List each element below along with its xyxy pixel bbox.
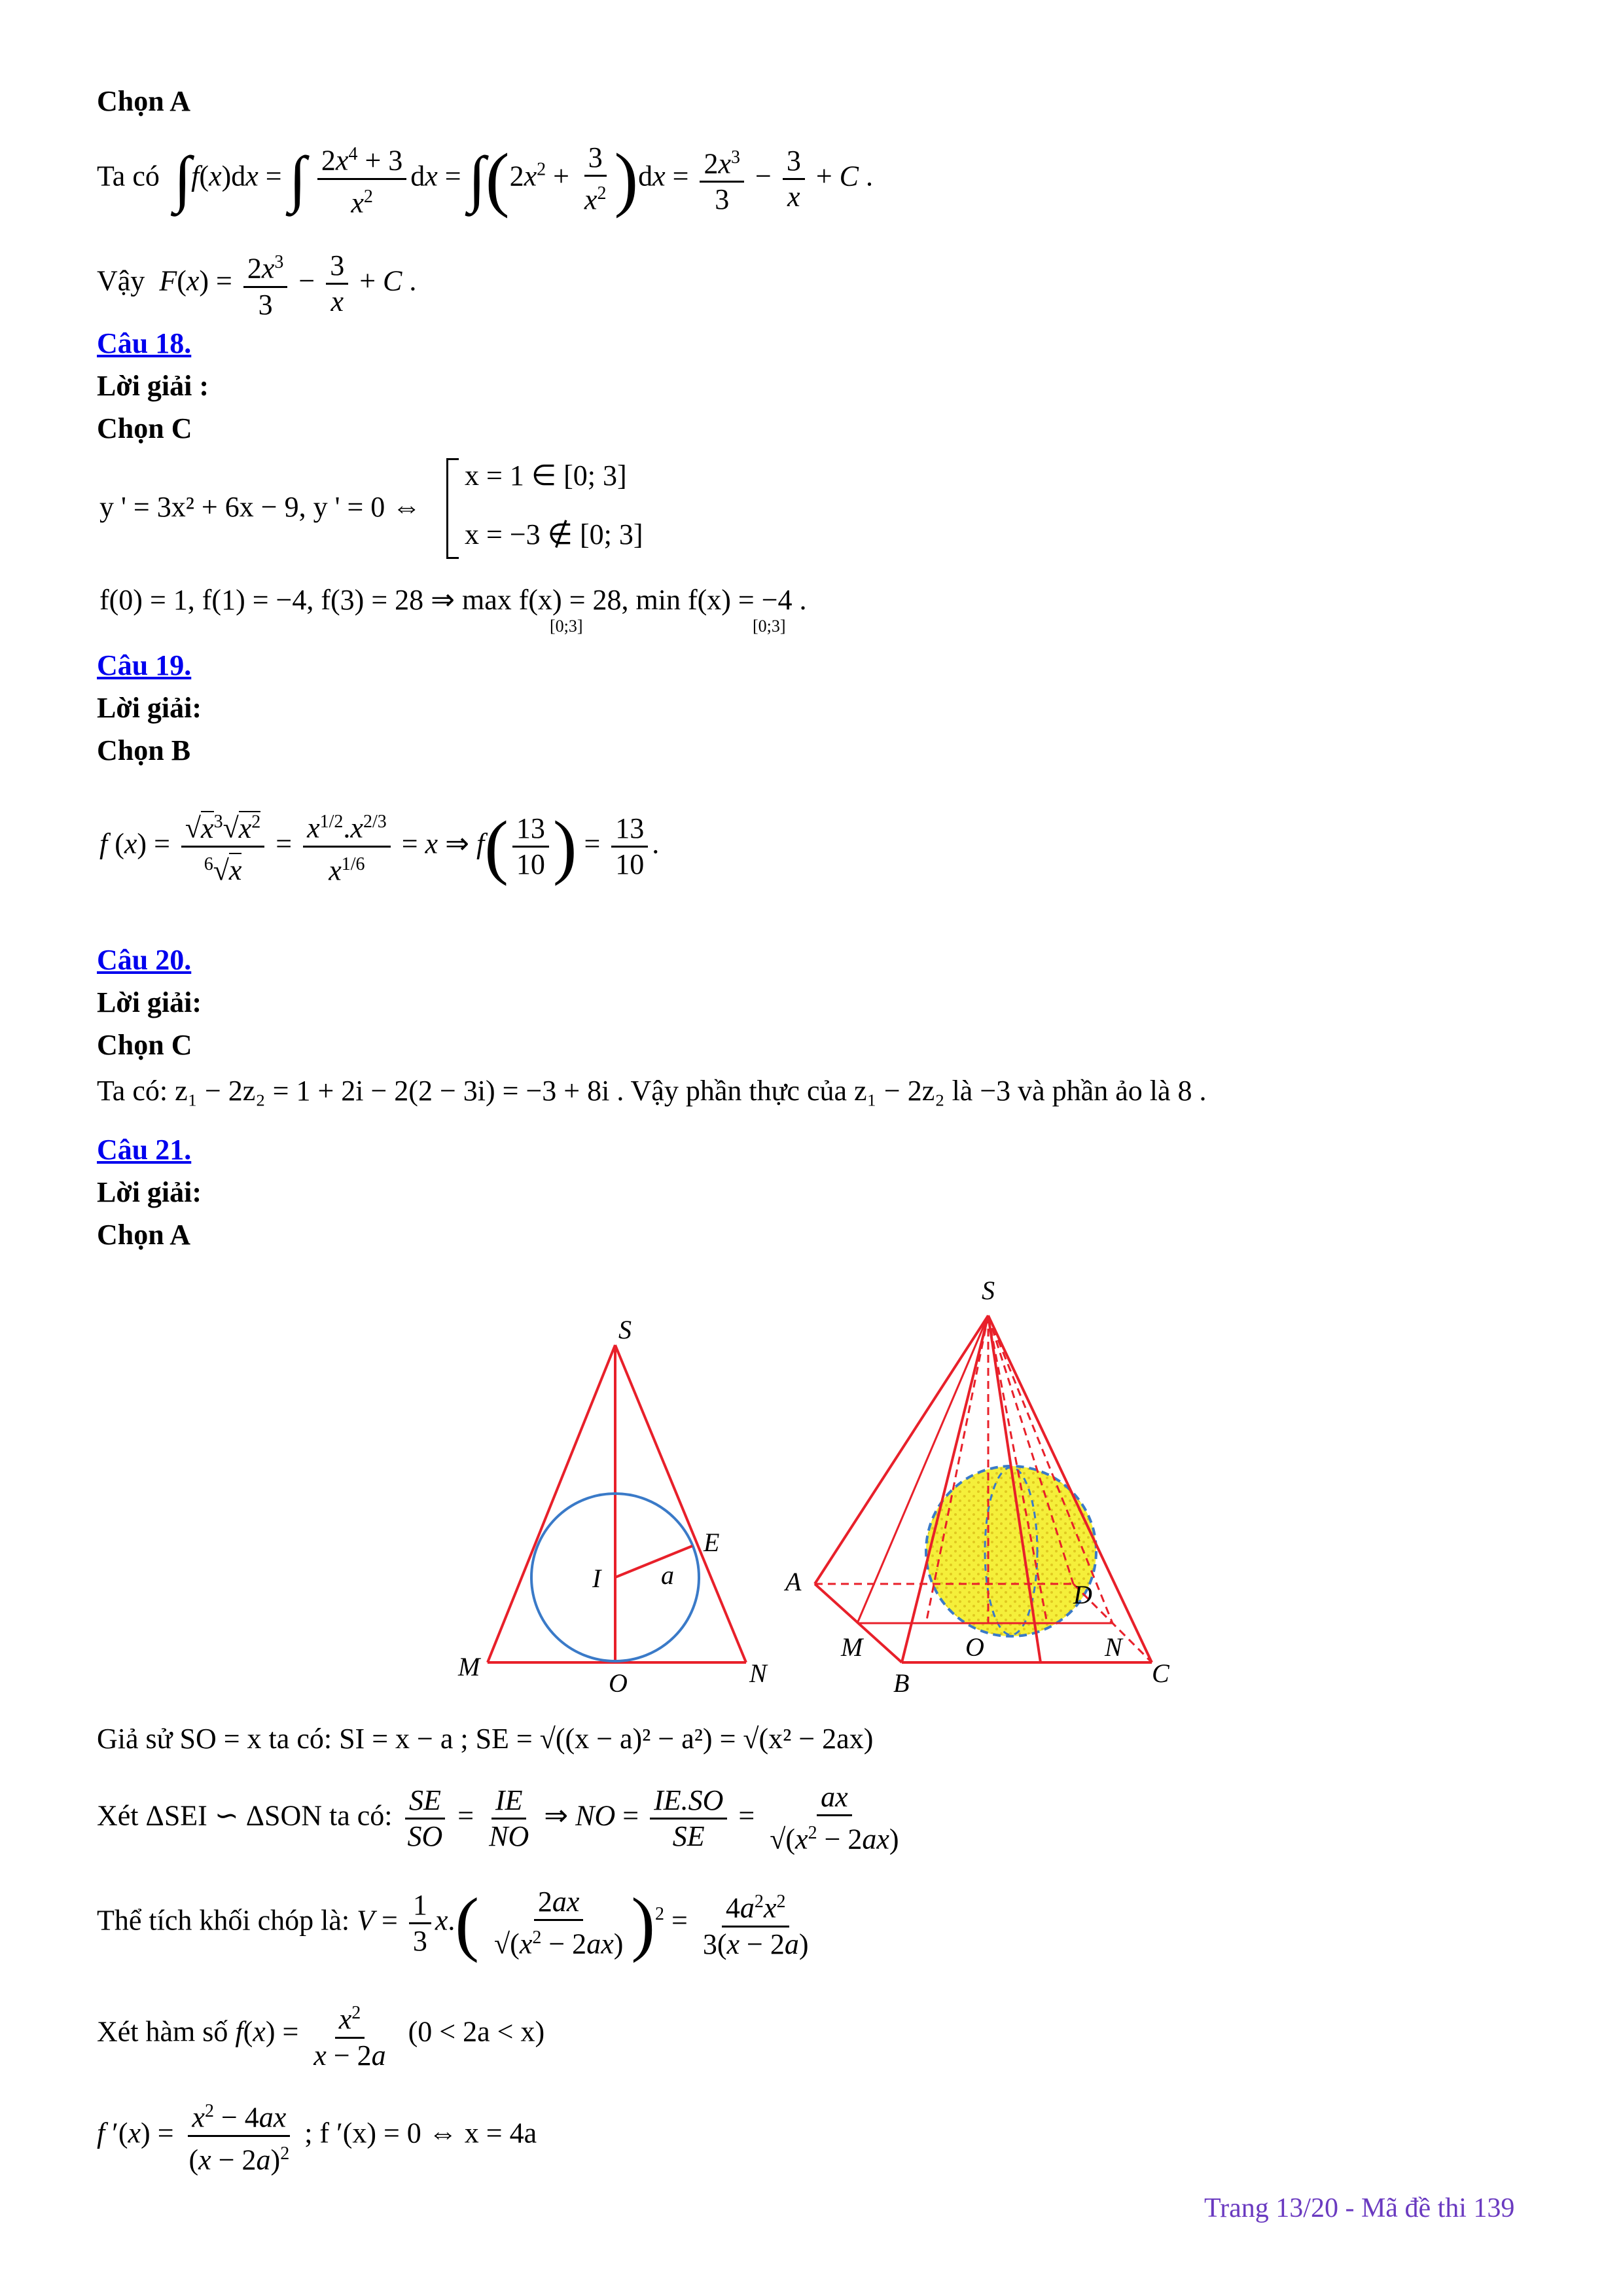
label-D: D <box>1073 1580 1092 1609</box>
label-M: M <box>841 1632 863 1662</box>
q18-case-bracket <box>446 458 459 559</box>
label-a: a <box>661 1560 674 1590</box>
label-A: A <box>785 1567 802 1596</box>
label-N: N <box>749 1659 767 1688</box>
q21-title[interactable]: Câu 21. <box>97 1134 192 1166</box>
label-M: M <box>458 1652 480 1681</box>
q21-solution: Lời giải: <box>97 1176 202 1208</box>
q18-max-interval: [0;3] <box>550 617 583 636</box>
q18-derivative: y ' = 3x² + 6x − 9, y ' = 0 ⇔ <box>99 491 421 523</box>
q21-choice: Chọn A <box>97 1219 191 1251</box>
q18-solution: Lời giải : <box>97 370 209 402</box>
q21-line5-suffix: ; f ′(x) = 0 ⇔ x = 4a <box>304 2117 537 2149</box>
q18-choice: Chọn C <box>97 412 192 444</box>
q19-formula: f (x) = $\frac{√x^3√x^2}{^6√x}$ = $\frac{x^{1/2}.x^{2/3}}{x^{1/6}}$ = x ⇒ f( $\frac{13}{10}$ ) = $\frac{13}{10}$ . <box>99 805 659 888</box>
q21-line2: Xét ΔSEI ∽ ΔSON ta có: $\frac{SE}{SO}$ = $\frac{IE}{NO}$ ⇒ NO = $\frac{IE.SO}{SE}$ = $\frac{ax}{√(x^2 - 2ax)}$ <box>97 1781 899 1856</box>
q19-title[interactable]: Câu 19. <box>97 649 192 681</box>
q20-text: Ta có: z₁ − 2z₂ = 1 + 2i − 2(2 − 3i) = −3 + 8i . Vậy phần thực của z₁ − 2z₂ là −3 và phần ảo là 8 . <box>97 1075 1207 1107</box>
cross-section-figure <box>457 1315 768 1698</box>
q19-solution: Lời giải: <box>97 692 202 724</box>
q18-values: f(0) = 1, f(1) = −4, f(3) = 28 ⇒ max f(x) = 28, min f(x) = −4 . <box>99 584 807 616</box>
label-O: O <box>609 1668 628 1698</box>
edge-SM <box>488 1345 615 1662</box>
q17-choice: Chọn A <box>97 85 191 117</box>
q18-title[interactable]: Câu 18. <box>97 327 192 359</box>
label-O: O <box>965 1632 984 1662</box>
page-footer: Trang 13/20 - Mã đề thi 139 <box>1204 2193 1515 2223</box>
label-I: I <box>592 1564 601 1593</box>
q17-intro: Ta có <box>97 160 160 192</box>
label-E: E <box>704 1528 720 1557</box>
q21-line3-prefix: Thể tích khối chóp là: <box>97 1904 350 1937</box>
label-S: S <box>618 1315 632 1344</box>
q17-conclusion: Vậy <box>97 264 145 297</box>
q21-line2-prefix: Xét ΔSEI ∽ ΔSON ta có: <box>97 1799 393 1832</box>
label-B: B <box>893 1668 910 1698</box>
label-N: N <box>1105 1632 1122 1662</box>
q20-title[interactable]: Câu 20. <box>97 944 192 976</box>
edge-SN <box>615 1345 746 1662</box>
q21-line4: Xét hàm số f(x) = $\frac{x^2}{x - 2a}$ (0 < 2a < x) <box>97 1996 544 2073</box>
q18-root1: x = 1 ∈ [0; 3] <box>465 459 627 492</box>
q21-line1: Giả sử SO = x ta có: SI = x − a ; SE = √((x − a)² − a²) = √(x² − 2ax) <box>97 1723 874 1755</box>
q21-line3: Thể tích khối chóp là: V = $\frac{1}{3}$ x.( $\frac{2ax}{√(x^2 - 2ax)}$ )$^2$ = $\frac{4a^2x^2}{3(x - 2a)}$ <box>97 1883 809 1964</box>
radius-IE <box>615 1546 692 1577</box>
q21-figures <box>0 1257 1623 1715</box>
q20-choice: Chọn C <box>97 1029 192 1061</box>
q19-choice: Chọn B <box>97 734 191 766</box>
q17-conclusion-line: Vậy F(x) = $\frac{2x^3}{3}$ − $\frac{3}{x}$ + C . <box>97 245 416 322</box>
q21-line5: f ′(x) = $\frac{x^2 - 4ax}{(x - 2a)^2}$ ; f ′(x) = 0 ⇔ x = 4a <box>97 2094 537 2177</box>
q18-root2: x = −3 ∉ [0; 3] <box>465 518 643 550</box>
q21-condition: (0 < 2a < x) <box>408 2015 545 2048</box>
q17-integral-line: Ta có ∫f(x)dx = ∫ $\frac{2x^4 + 3}{x^2}$ dx = $\int(2x^2$ + $\frac{3}{x^2}$ )dx = $\frac{2x^3}{3}$ − $\frac{3}{x}$ + C . <box>97 137 873 220</box>
label-C: C <box>1152 1659 1169 1688</box>
q20-solution: Lời giải: <box>97 986 202 1018</box>
q18-min-interval: [0;3] <box>753 617 786 636</box>
pyramid-figure <box>783 1276 1170 1698</box>
q21-line4-prefix: Xét hàm số <box>97 2015 228 2048</box>
label-S: S <box>982 1276 995 1305</box>
